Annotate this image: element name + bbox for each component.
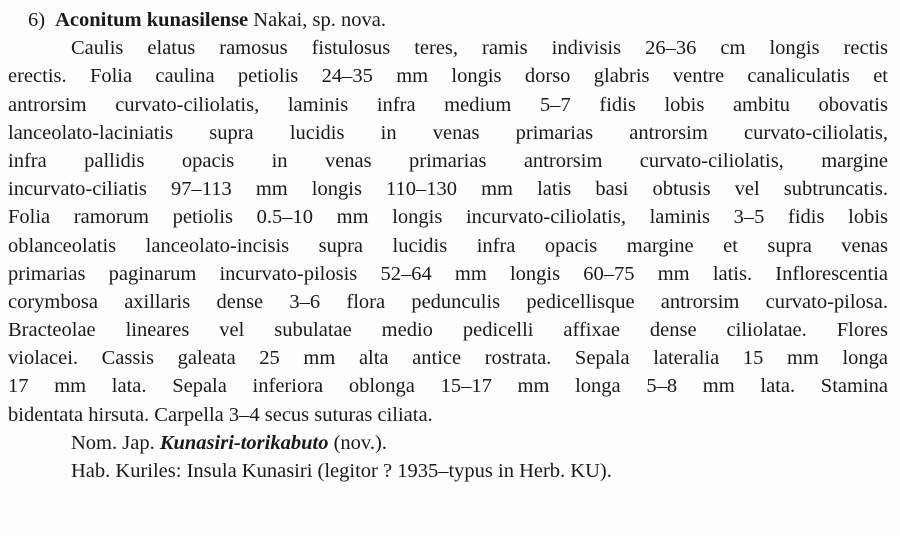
entry-number: 6): [28, 9, 46, 31]
description-line: oblanceolatis lanceolato-incisis supra lucidis infra opacis margine et supra venas: [8, 234, 888, 257]
description-paragraph: [8, 34, 888, 429]
description-line: incurvato-ciliatis 97–113 mm longis 110–130 mm latis basi obtusis vel subtruncatis.: [8, 178, 888, 201]
species-name: Aconitum kunasilense: [55, 9, 249, 31]
japanese-name-line: [8, 429, 888, 457]
description-line: 17 mm lata. Sepala inferiora oblonga 15–17 mm longa 5–8 mm lata. Stamina: [8, 375, 888, 398]
habitat-line: Hab. Kuriles: Insula Kunasiri (legitor ? 1935–typus in Herb. KU).: [71, 460, 612, 482]
japanese-name: Kunasiri-torikabuto: [159, 431, 329, 454]
description-line: Caulis elatus ramosus fistulosus teres, ramis indivisis 26–36 cm longis rectis: [71, 37, 888, 60]
description-line: primarias paginarum incurvato-pilosis 52–64 mm longis 60–75 mm latis. Inflorescentia: [8, 262, 888, 285]
species-heading: [8, 6, 888, 34]
description-line: bidentata hirsuta. Carpella 3–4 secus suturas ciliata.: [8, 403, 433, 426]
description-line: corymbosa axillaris dense 3–6 flora pedunculis pedicellisque antrorsim curvato-pilosa.: [8, 290, 888, 313]
description-line: antrorsim curvato-ciliolatis, laminis infra medium 5–7 fidis lobis ambitu obovatis: [8, 93, 888, 116]
description-line: lanceolato-laciniatis supra lucidis in venas primarias antrorsim curvato-ciliolatis,: [8, 121, 888, 144]
nom-jap-prefix: Nom. Jap.: [71, 431, 160, 454]
description-line: Bracteolae lineares vel subulatae medio pedicelli affixae dense ciliolatae. Flores: [8, 319, 888, 342]
species-authority: Nakai, sp. nova.: [248, 9, 386, 31]
description-line: violacei. Cassis galeata 25 mm alta antice rostrata. Sepala lateralia 15 mm longa: [8, 347, 888, 370]
description-line: erectis. Folia caulina petiolis 24–35 mm longis dorso glabris ventre canaliculatis et: [8, 65, 888, 88]
document-page: [8, 6, 888, 485]
nom-jap-suffix: (nov.).: [328, 431, 387, 454]
description-line: Folia ramorum petiolis 0.5–10 mm longis incurvato-ciliolatis, laminis 3–5 fidis lobis: [8, 206, 888, 229]
description-line: infra pallidis opacis in venas primarias antrorsim curvato-ciliolatis, margine: [8, 149, 888, 172]
